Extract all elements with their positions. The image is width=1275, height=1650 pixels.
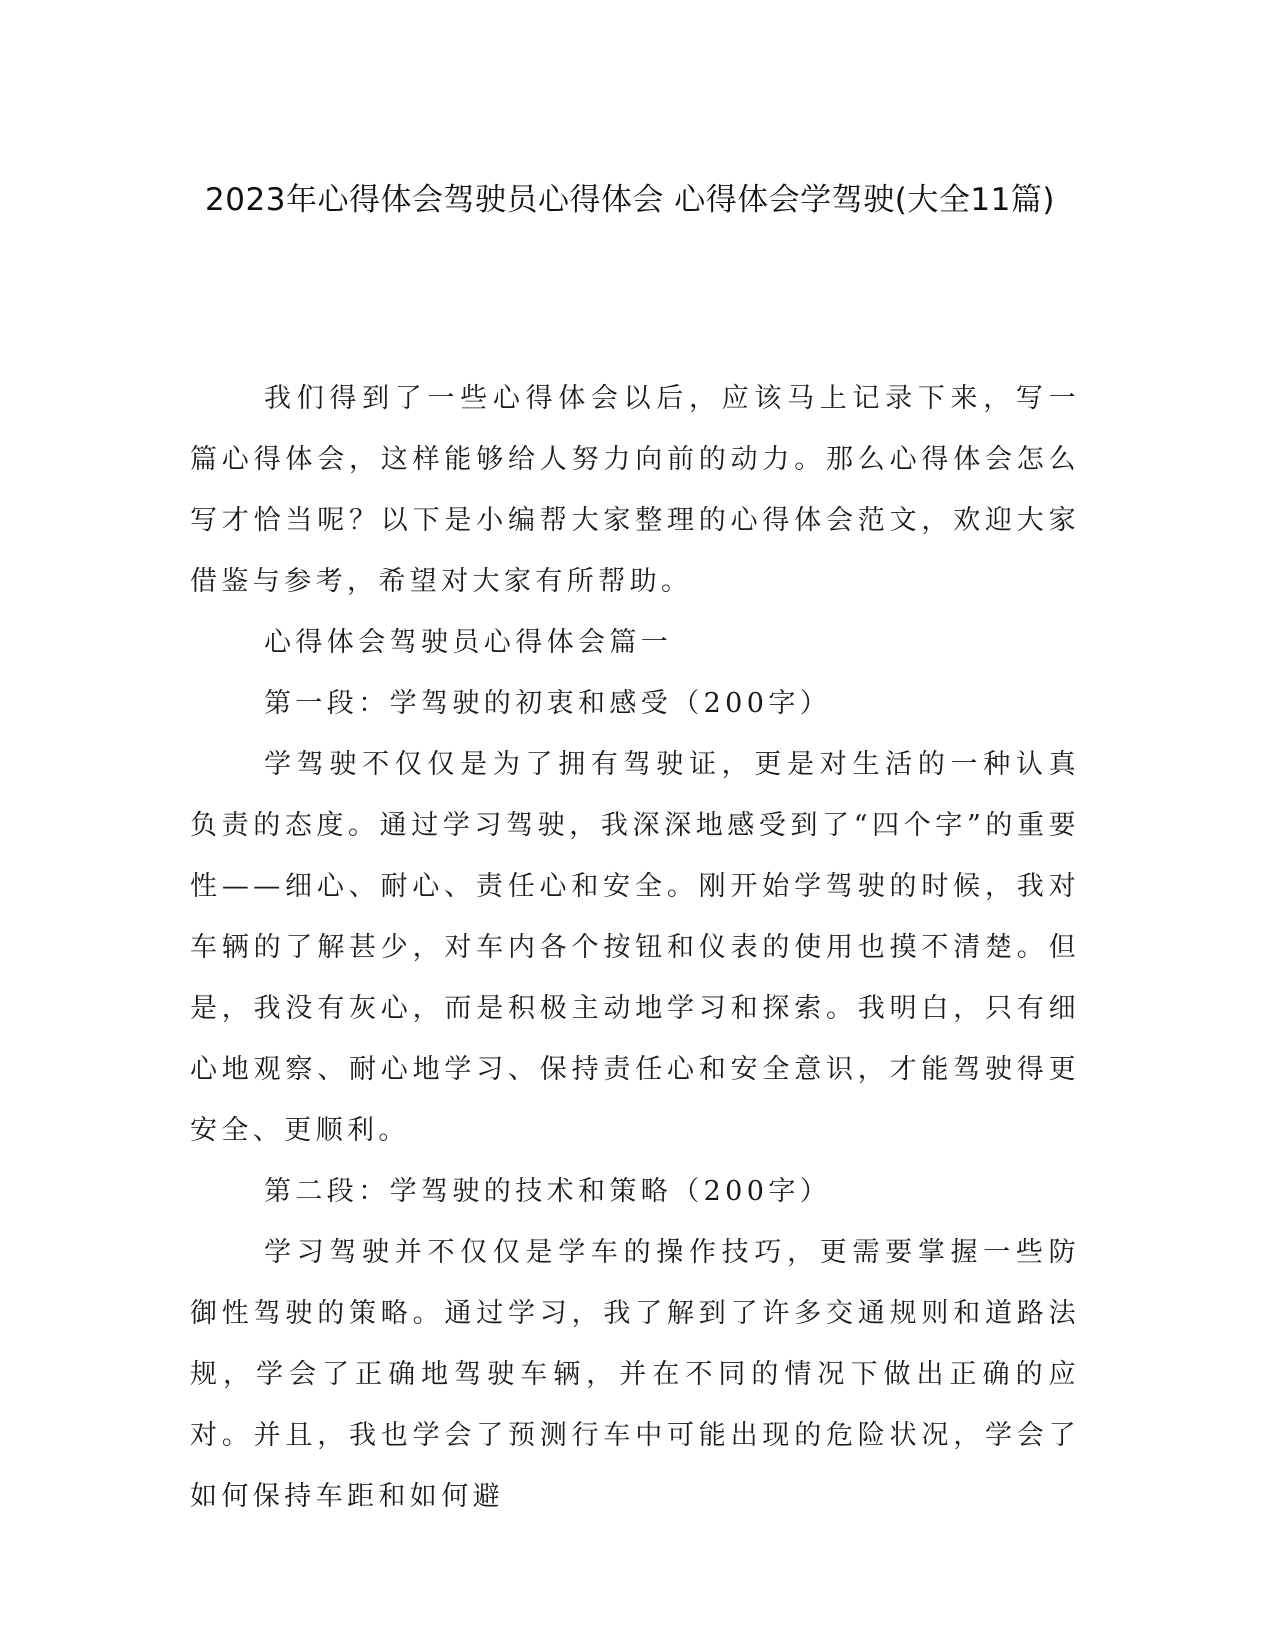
section-heading-2: 第二段：学驾驶的技术和策略（200字） (264, 1176, 832, 1207)
section-paragraph-2: 学习驾驶并不仅仅是学车的操作技巧，更需要掌握一些防御性驾驶的策略。通过学习，我了解到了许多交通规则和道路法规，学会了正确地驾驶车辆，并在不同的情况下做出正确的应对。并且，我也学会了预测行车中可能出现的危险状况，学会了如何保持车距和如何避 (190, 1237, 1080, 1512)
document-title: 2023年心得体会驾驶员心得体会 心得体会学驾驶(大全11篇) (205, 182, 1055, 218)
chapter-heading: 心得体会驾驶员心得体会篇一 (264, 627, 673, 658)
section-paragraph-1: 学驾驶不仅仅是为了拥有驾驶证，更是对生活的一种认真负责的态度。通过学习驾驶，我深深地感受到了“四个字”的重要性——细心、耐心、责任心和安全。刚开始学驾驶的时候，我对车辆的了解甚少，对车内各个按钮和仪表的使用也摸不清楚。但是，我没有灰心，而是积极主动地学习和探索。我明白，只有细心地观察、耐心地学习、保持责任心和安全意识，才能驾驶得更安全、更顺利。 (190, 749, 1080, 1146)
section-heading-1: 第一段：学驾驶的初衷和感受（200字） (264, 688, 832, 719)
document-body (190, 368, 1080, 1527)
intro-paragraph: 我们得到了一些心得体会以后，应该马上记录下来，写一篇心得体会，这样能够给人努力向前的动力。那么心得体会怎么写才恰当呢？以下是小编帮大家整理的心得体会范文，欢迎大家借鉴与参考，希望对大家有所帮助。 (190, 383, 1080, 597)
